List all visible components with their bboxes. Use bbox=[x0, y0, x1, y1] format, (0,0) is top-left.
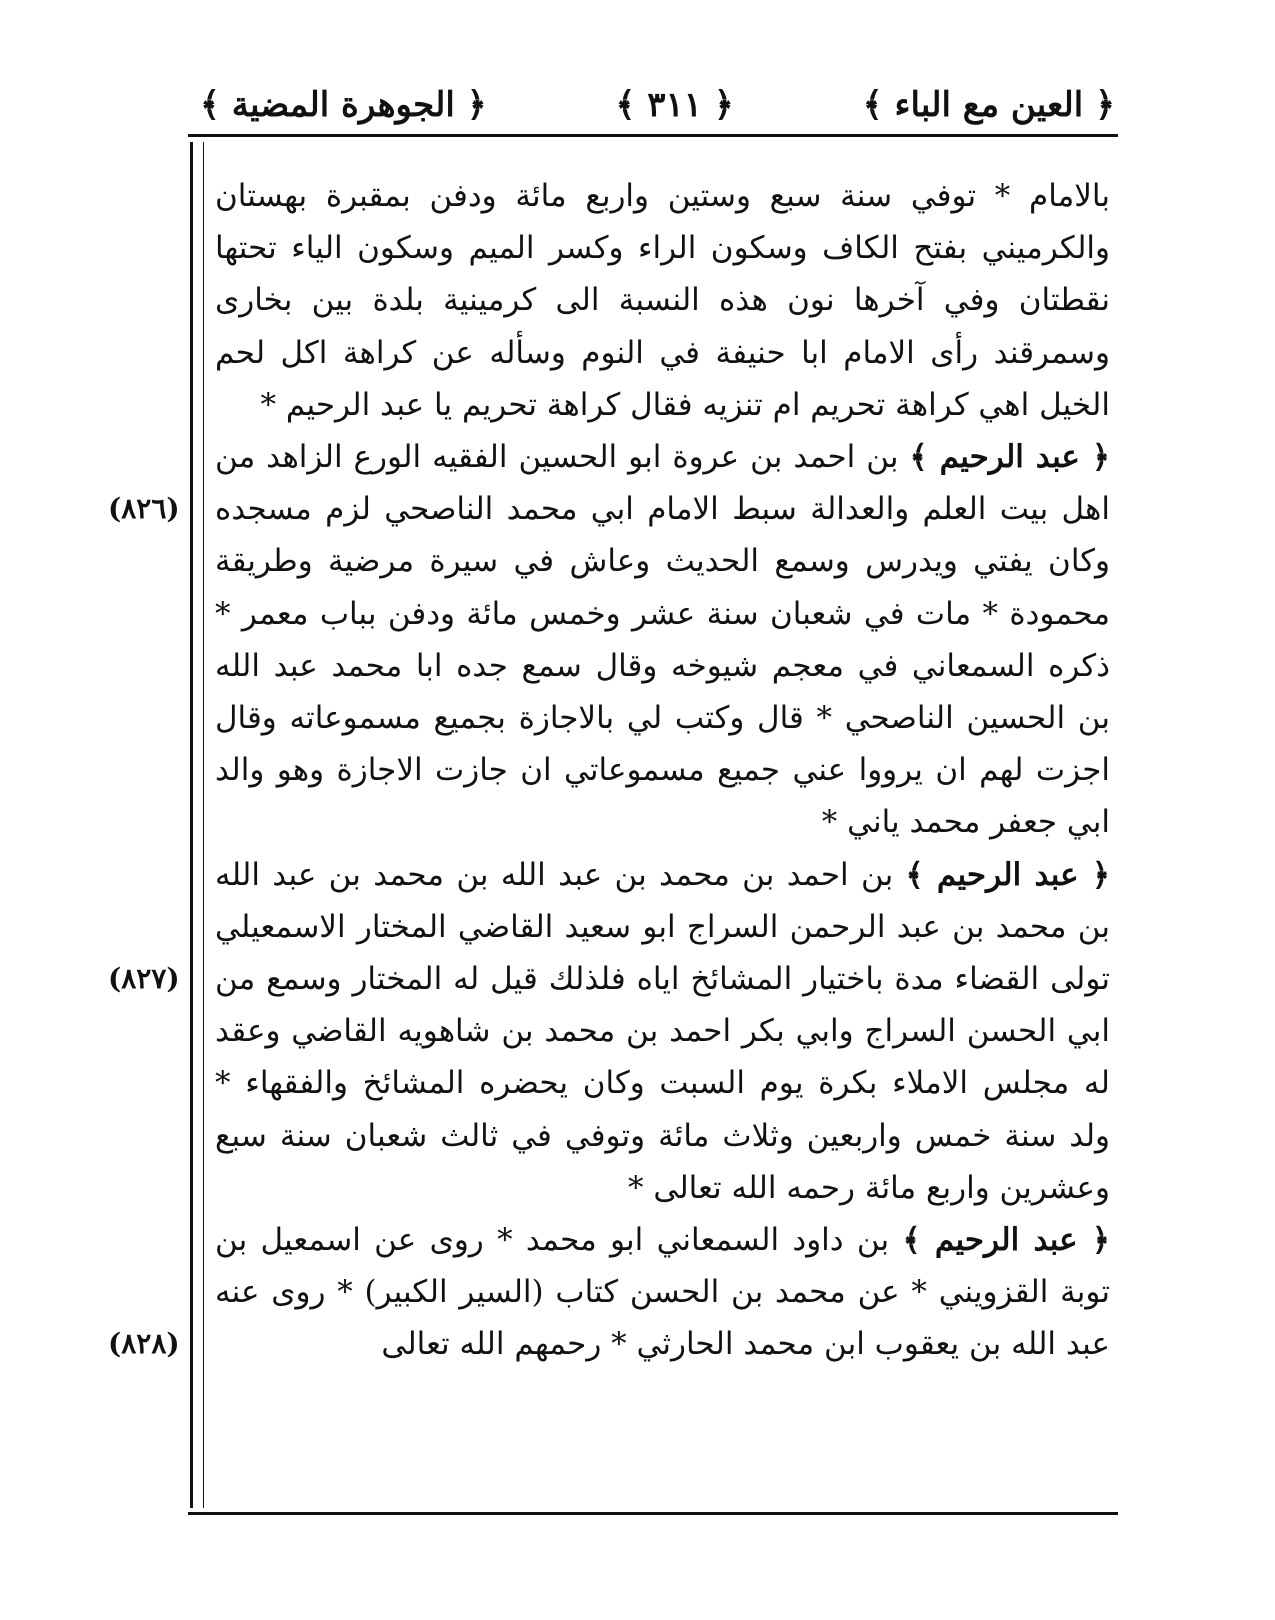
footer-rule bbox=[188, 1512, 1118, 1515]
entry-number-827: (٨٢٧) bbox=[108, 962, 180, 995]
header-rule bbox=[188, 134, 1118, 137]
paragraph-continuation bbox=[215, 170, 1110, 431]
entry-heading: ﴿ عبد الرحيم ﴾ bbox=[909, 439, 1111, 476]
page-frame-inner bbox=[203, 142, 204, 1508]
header-book-title: ﴿ الجوهرة المضية ﴾ bbox=[200, 84, 487, 125]
entry-828 bbox=[215, 1214, 1110, 1371]
entry-text: بن احمد بن محمد بن عبد الله بن محمد بن عبد الله بن محمد بن عبد الرحمن السراج ابو سعيد القاضي المختار الاسمعيلي تولى القضاء مدة باختيار المشائخ اياه فلذلك قيل له المختار وسمع من ابي الحسن السراج وابي بكر احمد بن محمد بن شاهويه القاضي وعقد له مجلس الاملاء بكرة يوم السبت وكان يحضره المشائخ والفقهاء * ولد سنة خمس واربعين وثلاث مائة وتوفي في ثالث شعبان سنة سبع وعشرين واربع مائة رحمه الله تعالى * bbox=[215, 856, 1110, 1206]
entry-text: بن داود السمعاني ابو محمد * روى عن اسمعيل بن توبة القزويني * عن محمد بن الحسن كتاب (السير الكبير) * روى عنه عبد الله بن يعقوب ابن محمد الحارثي * رحمهم الله تعالى bbox=[215, 1222, 1110, 1363]
entry-827 bbox=[215, 849, 1110, 1214]
paragraph-text: بالامام * توفي سنة سبع وستين واربع مائة ودفن بمقبرة بهستان والكرميني بفتح الكاف وسكون الراء وكسر الميم وسكون الياء تحتها نقطتان وفي آخرها نون هذه النسبة الى كرمينية بلدة بين بخارى وسمرقند رأى الامام ابا حنيفة في النوم وسأله عن كراهة اكل لحم الخيل اهي كراهة تحريم ام تنزيه فقال كراهة تحريم يا عبد الرحيم * bbox=[215, 178, 1110, 423]
page-number: ﴿ ٣١١ ﴾ bbox=[615, 84, 734, 125]
body-text bbox=[215, 170, 1110, 1371]
running-header bbox=[200, 80, 1115, 128]
header-chapter-title: ﴿ العين مع الباء ﴾ bbox=[862, 84, 1115, 125]
entry-826 bbox=[215, 431, 1110, 849]
entry-heading: ﴿ عبد الرحيم ﴾ bbox=[905, 856, 1111, 893]
entry-text: بن احمد بن عروة ابو الحسين الفقيه الورع الزاهد من اهل بيت العلم والعدالة سبط الامام ابي محمد الناصحي لزم مسجده وكان يفتي ويدرس وسمع الحديث وعاش في سيرة مرضية وطريقة محمودة * مات في شعبان سنة عشر وخمس مائة ودفن بباب معمر * ذكره السمعاني في معجم شيوخه وقال سمع جده ابا محمد عبد الله بن الحسين الناصحي * قال وكتب لي بالاجازة بجميع مسموعاته وقال اجزت لهم ان يرووا عني جميع مسموعاتي ان جازت الاجازة وهو والد ابي جعفر محمد ياني * bbox=[215, 439, 1110, 841]
entry-number-826: (٨٢٦) bbox=[108, 492, 180, 525]
entry-heading: ﴿ عبد الرحيم ﴾ bbox=[902, 1222, 1111, 1259]
entry-number-828: (٨٢٨) bbox=[108, 1327, 180, 1360]
